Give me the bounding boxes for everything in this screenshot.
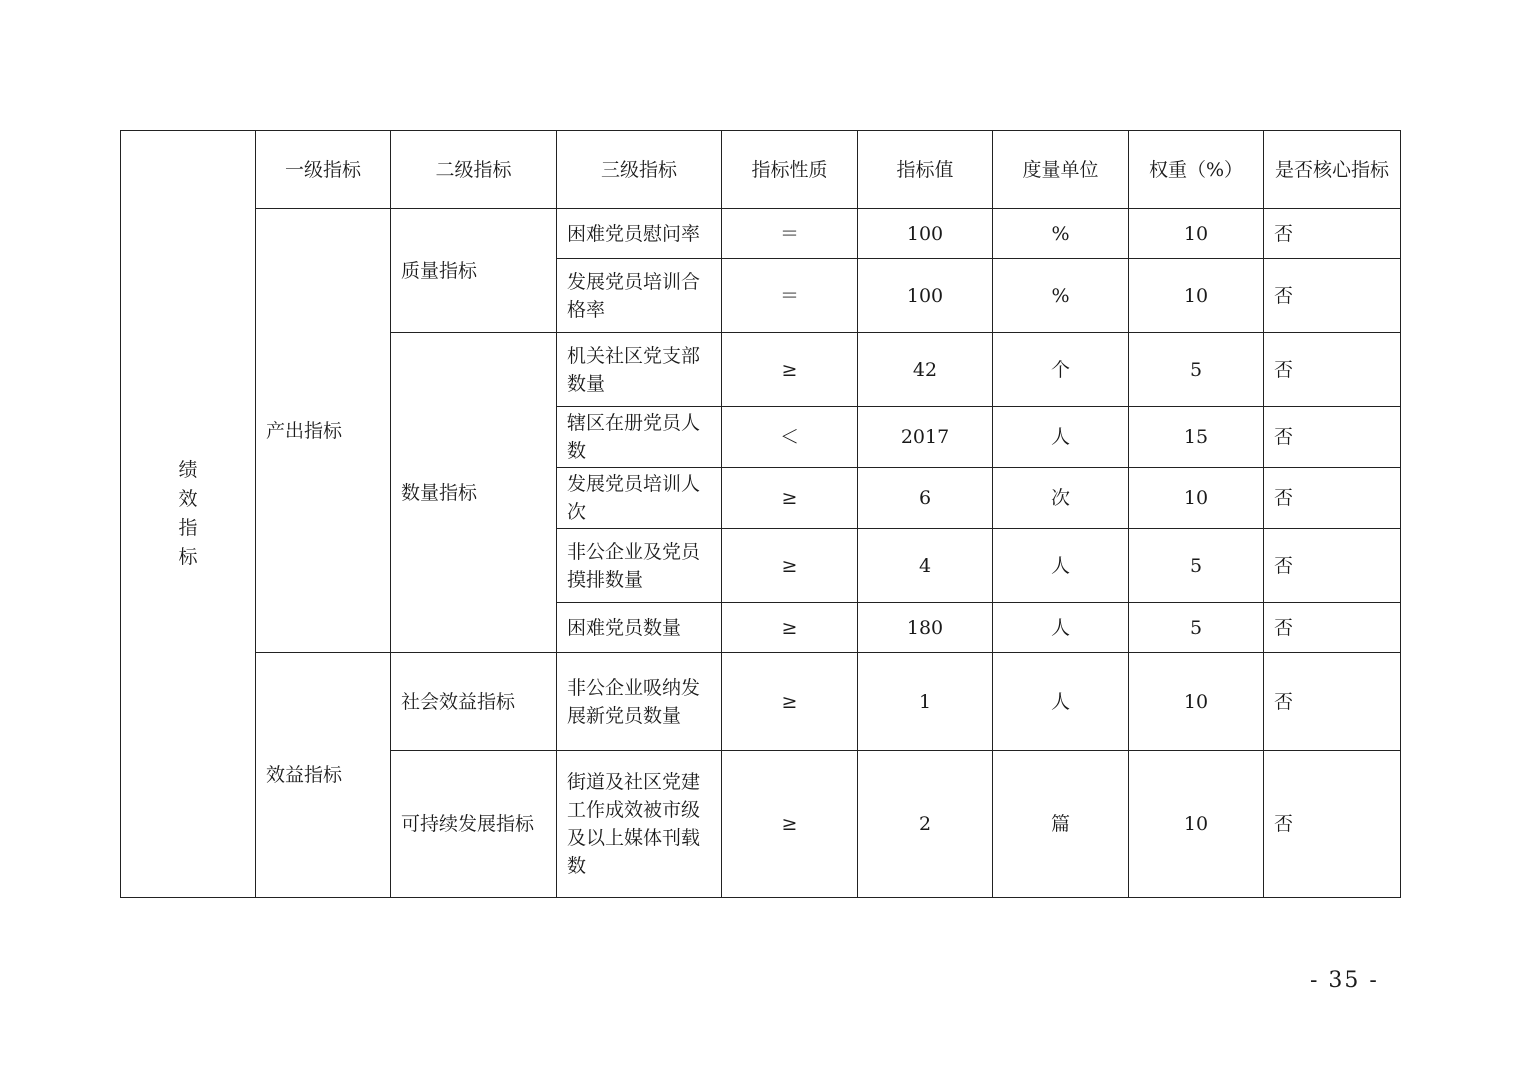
indicator-core: 否	[1264, 209, 1401, 259]
indicator-unit: %	[993, 259, 1129, 333]
indicator-name: 街道及社区党建工作成效被市级及以上媒体刊载数	[557, 751, 722, 898]
header-value: 指标值	[858, 131, 993, 209]
indicator-nature: ≥	[722, 653, 858, 751]
header-core: 是否核心指标	[1264, 131, 1401, 209]
page-number: - 35 -	[1310, 968, 1379, 993]
table-row	[121, 653, 1401, 751]
indicator-name: 非公企业及党员摸排数量	[557, 529, 722, 603]
indicator-nature: ＝	[722, 209, 858, 259]
indicator-name: 困难党员数量	[557, 603, 722, 653]
header-nature: 指标性质	[722, 131, 858, 209]
indicator-nature: ≥	[722, 468, 858, 529]
performance-indicator-table	[120, 130, 1401, 898]
group-label-cell	[121, 131, 256, 898]
indicator-weight: 10	[1129, 653, 1264, 751]
level1-benefit: 效益指标	[256, 653, 391, 898]
indicator-nature: ≥	[722, 603, 858, 653]
header-row	[121, 131, 1401, 209]
indicator-core: 否	[1264, 407, 1401, 468]
level1-output: 产出指标	[256, 209, 391, 653]
header-unit: 度量单位	[993, 131, 1129, 209]
indicator-weight: 5	[1129, 603, 1264, 653]
indicator-value: 180	[858, 603, 993, 653]
indicator-weight: 5	[1129, 529, 1264, 603]
indicator-core: 否	[1264, 751, 1401, 898]
indicator-name: 机关社区党支部数量	[557, 333, 722, 407]
indicator-value: 6	[858, 468, 993, 529]
level2-sustainable: 可持续发展指标	[391, 751, 557, 898]
indicator-core: 否	[1264, 529, 1401, 603]
indicator-unit: 人	[993, 653, 1129, 751]
group-label: 绩效指标	[178, 459, 198, 568]
indicator-weight: 10	[1129, 468, 1264, 529]
indicator-name: 发展党员培训人次	[557, 468, 722, 529]
indicator-nature: ≥	[722, 529, 858, 603]
level2-quantity: 数量指标	[391, 333, 557, 653]
table-row	[121, 209, 1401, 259]
indicator-nature: ＜	[722, 407, 858, 468]
indicator-core: 否	[1264, 468, 1401, 529]
indicator-weight: 10	[1129, 209, 1264, 259]
indicator-nature: ＝	[722, 259, 858, 333]
indicator-value: 1	[858, 653, 993, 751]
indicator-weight: 10	[1129, 751, 1264, 898]
indicator-unit: 个	[993, 333, 1129, 407]
header-level1: 一级指标	[256, 131, 391, 209]
header-level2: 二级指标	[391, 131, 557, 209]
indicator-name: 发展党员培训合格率	[557, 259, 722, 333]
level2-quality: 质量指标	[391, 209, 557, 333]
indicator-weight: 5	[1129, 333, 1264, 407]
indicator-nature: ≥	[722, 333, 858, 407]
indicator-value: 100	[858, 209, 993, 259]
indicator-unit: %	[993, 209, 1129, 259]
indicator-value: 2017	[858, 407, 993, 468]
indicator-core: 否	[1264, 259, 1401, 333]
indicator-value: 42	[858, 333, 993, 407]
indicator-unit: 次	[993, 468, 1129, 529]
indicator-unit: 人	[993, 407, 1129, 468]
indicator-value: 2	[858, 751, 993, 898]
indicator-weight: 10	[1129, 259, 1264, 333]
indicator-value: 4	[858, 529, 993, 603]
indicator-unit: 人	[993, 603, 1129, 653]
header-level3: 三级指标	[557, 131, 722, 209]
indicator-value: 100	[858, 259, 993, 333]
header-weight: 权重（%）	[1129, 131, 1264, 209]
indicator-weight: 15	[1129, 407, 1264, 468]
level2-social-benefit: 社会效益指标	[391, 653, 557, 751]
indicator-core: 否	[1264, 603, 1401, 653]
indicator-name: 困难党员慰问率	[557, 209, 722, 259]
indicator-unit: 篇	[993, 751, 1129, 898]
indicator-core: 否	[1264, 333, 1401, 407]
indicator-name: 辖区在册党员人数	[557, 407, 722, 468]
indicator-unit: 人	[993, 529, 1129, 603]
indicator-name: 非公企业吸纳发展新党员数量	[557, 653, 722, 751]
indicator-nature: ≥	[722, 751, 858, 898]
indicator-core: 否	[1264, 653, 1401, 751]
